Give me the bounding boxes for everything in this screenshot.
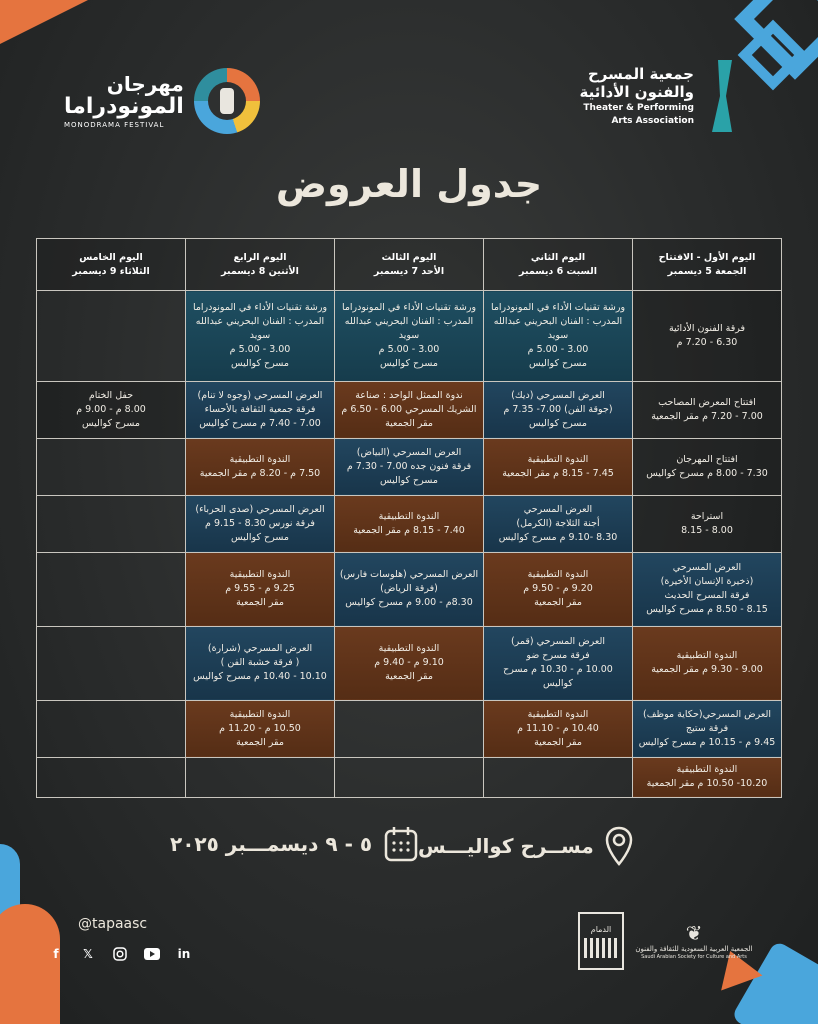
schedule-cell-line: 10.00 م - 10.30 م مسرح كواليس [503,664,613,690]
association-logo [580,60,740,132]
schedule-cell [335,552,484,626]
venue-name: مســرح كواليـــس [418,834,594,858]
schedule-cell-line: الندوة التطبيقية [378,643,440,655]
schedule-cell-empty [37,700,186,757]
schedule-cell-line: 10.50 م - 11.20 م [219,722,301,734]
society-emblem-icon: ❦ [685,920,703,945]
schedule-cell-line: فرقة جمعية الثقافة بالأحساء [204,403,316,415]
schedule-cell-line: مسرح كواليس [380,357,438,369]
schedule-cell-line: العرض المسرحي (ديك) [511,389,605,401]
schedule-cell-line: العرض المسرحي (البياض) [356,446,462,458]
festival-dates: ٥ - ٩ ديسمـــبر ٢٠٢٥ [170,832,373,856]
schedule-row [37,438,782,495]
schedule-cell-empty [335,757,484,797]
schedule-cell-line: العرض المسرحي [523,503,593,515]
schedule-cell-empty [335,700,484,757]
schedule-cell-line: حفل الختام [88,389,134,401]
day-header: اليوم الثالث الأحد 7 ديسمبر [335,239,484,291]
schedule-cell-line: العرض المسرحي (قمر) [510,636,606,648]
schedule-cell-line: ورشة تقنيات الأداء في المونودراما [192,301,328,313]
day-header: اليوم الثاني السبت 6 ديسمبر [484,239,633,291]
schedule-cell [335,495,484,552]
schedule-cell [186,438,335,495]
schedule-cell [633,438,782,495]
association-name-line2: والفنون الأدائية [579,83,694,101]
schedule-cell-line: المدرب : الفنان البحريني عبدالله سويد [195,315,325,341]
schedule-cell [484,495,633,552]
schedule-header-row [37,239,782,291]
schedule-cell-line: 9.25 م - 9.55 م [225,583,295,595]
schedule-cell-line: مسرح كواليس [82,417,140,429]
schedule-cell-line: ورشة تقنيات الأداء في المونودراما [490,301,626,313]
schedule-cell-line: افتتاح المعرض المصاحب [658,396,756,408]
schedule-cell-line: المدرب : الفنان البحريني عبدالله سويد [493,315,623,341]
schedule-cell-line: 10.40 م - 11.10 م [517,722,599,734]
schedule-cell [484,438,633,495]
schedule-cell [335,381,484,438]
schedule-cell-line: ندوة الممثل الواحد : صناعة [355,389,463,401]
festival-name-line2: المونودراما [64,94,184,119]
social-links [48,946,192,962]
schedule-cell [633,552,782,626]
schedule-cell-line: 8.00 - 8.15 [681,524,733,536]
association-name-en2: Arts Association [611,116,694,126]
association-name-line1: جمعية المسرح [587,65,694,83]
schedule-cell-line: فرقة المسرح الحديث [664,590,750,602]
date-info [170,826,418,862]
schedule-cell [186,291,335,382]
association-wordmark [580,65,694,127]
schedule-cell-line: ( فرقة خشبة الفن ) [220,657,300,669]
schedule-cell-line: 8.30م - 9.00 م مسرح كواليس [345,597,473,609]
schedule-cell-line: استراحة [690,510,724,522]
schedule-cell-line: 7.40 - 8.15 م مقر الجمعية [353,524,465,536]
schedule-cell [186,626,335,700]
schedule-cell [484,291,633,382]
schedule-cell-line: الشريك المسرحي 6.00 - 6.50 م [341,403,477,415]
schedule-cell-line: افتتاح المهرجان [676,453,738,465]
calendar-icon [384,826,418,862]
schedule-cell-line: العرض المسرحي [672,562,742,574]
schedule-cell-line: العرض المسرحي(حكاية موظف) [643,708,771,720]
schedule-cell [186,552,335,626]
schedule-cell-line: 7.50 م - 8.20 م مقر الجمعية [199,467,321,479]
schedule-cell-line: مسرح كواليس [529,417,587,429]
schedule-cell-line: 7.45 - 8.15 م مقر الجمعية [502,467,614,479]
schedule-cell-line: 9.45 م - 10.15 م مسرح كواليس [638,736,776,748]
schedule-cell-line: 3.00 - 5.00 م [229,343,291,355]
schedule-cell-line: الندوة التطبيقية [527,569,589,581]
schedule-cell-line: العرض المسرحي (صدى الحرباء) [195,503,325,515]
schedule-cell-line: مسرح كواليس [231,531,289,543]
association-name-en1: Theater & Performing [583,103,694,113]
venue-info [418,826,634,866]
schedule-cell-line: الندوة التطبيقية [229,453,291,465]
schedule-row [37,291,782,382]
schedule-cell-line: فرقة مسرح ضو [526,650,590,662]
schedule-cell [484,552,633,626]
decor-orange-triangle [0,0,88,44]
sponsor-logos [578,912,754,970]
schedule-cell [484,381,633,438]
schedule-cell [335,438,484,495]
page-title: جدول العروض [275,162,543,206]
festival-logo [64,68,260,134]
schedule-cell-line: (فرقة الرياض) [380,583,438,595]
schedule-row [37,381,782,438]
youtube-icon[interactable] [144,946,160,962]
schedule-cell-line: مسرح كواليس [380,474,438,486]
social-handle[interactable]: @tapaasc [78,916,148,932]
day-header: اليوم الخامس الثلاثاء 9 ديسمبر [37,239,186,291]
linkedin-icon[interactable]: in [177,947,191,961]
schedule-cell-line: 3.00 - 5.00 م [378,343,440,355]
schedule-row [37,700,782,757]
schedule-body [37,291,782,798]
schedule-cell-line: مقر الجمعية [534,597,582,609]
schedule-cell-line: الندوة التطبيقية [527,708,589,720]
society-name-en: Saudi Arabian Society for Culture and Arts [641,953,747,960]
schedule-cell [335,291,484,382]
schedule-cell-line: مسرح كواليس [231,357,289,369]
schedule-cell-line: مقر الجمعية [236,597,284,609]
schedule-cell-line: 9.10 م - 9.40 م [374,657,444,669]
schedule-cell-line: 6.30 - 7.20 م [676,336,738,348]
schedule-cell-line: العرض المسرحي (هلوسات فارس) [339,569,479,581]
schedule-cell-line: المدرب : الفنان البحريني عبدالله سويد [344,315,474,341]
schedule-cell-line: فرقة فنون جده 7.00 - 7.30 م [346,460,472,472]
schedule-cell-empty [37,438,186,495]
schedule-cell-line: 7.30 - 8.00 م مسرح كواليس [646,467,768,479]
schedule-cell-line: الندوة التطبيقية [229,569,291,581]
schedule-cell-line: الندوة التطبيقية [378,510,440,522]
society-name: الجمعية العربية السعودية للثقافة والفنون [635,944,753,953]
schedule-cell [484,626,633,700]
schedule-cell-empty [37,552,186,626]
schedule-cell [633,757,782,797]
x-icon[interactable]: 𝕏 [83,947,93,961]
schedule-row [37,757,782,797]
schedule-cell-line: 9.00 - 9.30 م مقر الجمعية [651,664,763,676]
schedule-cell-line: مقر الجمعية [385,417,433,429]
schedule-cell-line: ورشة تقنيات الأداء في المونودراما [341,301,477,313]
schedule-cell-line: مسرح كواليس [529,357,587,369]
schedule-cell-line: 10.20- 10.50 م مقر الجمعية [646,778,768,790]
schedule-cell-line: فرقة نورس 8.30 - 9.15 م [205,517,315,529]
schedule-cell-line: الندوة التطبيقية [527,453,589,465]
schedule-row [37,495,782,552]
schedule-cell-line: (ذخيرة الإنسان الأخيرة) [660,576,754,588]
instagram-icon[interactable] [112,946,128,962]
schedule-cell-line: فرقة ستيج [685,722,729,734]
festival-name-en: MONODRAMA FESTIVAL [64,121,165,129]
schedule-cell [633,495,782,552]
schedule-cell-line: العرض المسرحي (وجوه لا تنام) [197,389,323,401]
schedule-cell-line: 8.00 م - 9.00 م [76,403,146,415]
schedule-cell-empty [186,757,335,797]
schedule-cell [633,700,782,757]
day-header: اليوم الأول - الافتتاح الجمعة 5 ديسمبر [633,239,782,291]
location-pin-icon [604,826,634,866]
schedule-row [37,626,782,700]
association-emblem-icon [704,60,740,132]
schedule-cell-empty [37,626,186,700]
schedule-cell-line: 9.20 م - 9.50 م [523,583,593,595]
schedule-cell [633,291,782,382]
schedule-cell [335,626,484,700]
schedule-cell-line: 8.30 -9.10 م مسرح كواليس [498,531,618,543]
schedule-cell-empty [37,291,186,382]
schedule-cell [37,381,186,438]
schedule-cell-line: مقر الجمعية [385,671,433,683]
schedule-cell [186,381,335,438]
festival-name-line1: مهرجان [106,72,184,96]
schedule-cell-line: الندوة التطبيقية [676,764,738,776]
schedule-cell-line: 8.15 - 8.50 م مسرح كواليس [646,604,768,616]
festival-wordmark [64,73,184,129]
dammam-stamp-logo [578,912,624,970]
stamp-label: الدمام [590,924,612,934]
society-logo [634,922,754,961]
schedule-cell-line: 10.10 - 10.40 م مسرح كواليس [193,671,327,683]
schedule-cell-line: 7.00 - 7.40 م مسرح كواليس [199,417,321,429]
schedule-cell [484,700,633,757]
schedule-cell-empty [484,757,633,797]
schedule-cell-line: مقر الجمعية [534,736,582,748]
schedule-cell-line: فرقة الفنون الأدائية [668,322,746,334]
festival-emblem-icon [194,68,260,134]
schedule-cell [186,700,335,757]
schedule-cell-line: مقر الجمعية [236,736,284,748]
schedule-cell-line: العرض المسرحي (شرارة) [207,643,313,655]
schedule-cell-line: الندوة التطبيقية [676,650,738,662]
schedule-cell-line: أجنة الثلاجة (الكرمل) [516,517,600,529]
schedule-cell-line: (جوقة الفن) 7.00- 7.35 م [503,403,613,415]
schedule-cell [633,381,782,438]
facebook-icon[interactable]: f [53,947,59,961]
schedule-cell [186,495,335,552]
schedule-cell-line: 3.00 - 5.00 م [527,343,589,355]
schedule-table [36,238,782,798]
schedule-cell [633,626,782,700]
day-header: اليوم الرابع الأثنين 8 ديسمبر [186,239,335,291]
decor-orange-shape [0,904,60,1024]
schedule-cell-line: الندوة التطبيقية [229,708,291,720]
schedule-cell-empty [37,495,186,552]
schedule-cell-empty [37,757,186,797]
schedule-cell-line: 7.00 - 7.20 م مقر الجمعية [651,410,763,422]
schedule-row [37,552,782,626]
